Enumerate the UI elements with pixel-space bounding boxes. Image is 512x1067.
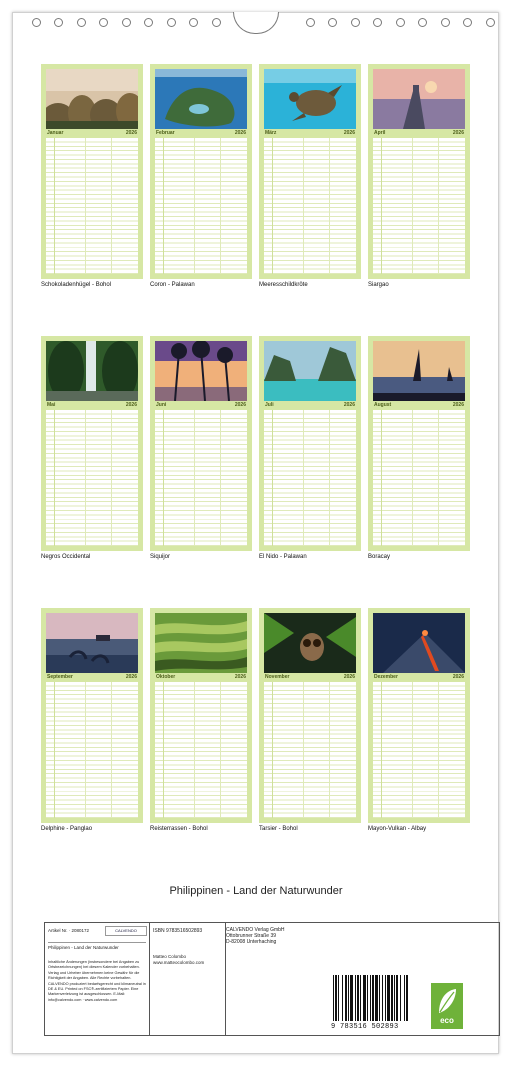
- planner-grid: [155, 138, 247, 274]
- photo-volcano: [373, 613, 465, 673]
- calendar-title: Philippinen - Land der Naturwunder: [169, 885, 343, 897]
- month-caption: Delphine - Panglao: [41, 826, 93, 832]
- planner-grid: [264, 138, 356, 274]
- month-header: [46, 130, 138, 137]
- month-card-oktober: [150, 608, 252, 823]
- binding-ring: [54, 18, 63, 27]
- month-year: 2026: [125, 402, 137, 408]
- month-photo: [155, 613, 247, 673]
- photo-waterfall: [46, 341, 138, 401]
- author-name: Matteo Colombo: [153, 954, 187, 959]
- month-photo: [155, 69, 247, 129]
- binding-ring: [99, 18, 108, 27]
- month-header: [155, 402, 247, 409]
- month-card-februar: [150, 64, 252, 279]
- publisher-city: D-82008 Unterhaching: [226, 939, 277, 945]
- month-card-april: [368, 64, 470, 279]
- info-column-isbn: [150, 923, 226, 1035]
- month-card-dezember: [368, 608, 470, 823]
- month-header: [264, 674, 356, 681]
- isbn: ISBN 9783516502893: [153, 928, 203, 934]
- month-photo: [373, 341, 465, 401]
- month-header: [155, 674, 247, 681]
- barcode-bars: [331, 975, 411, 1021]
- month-name: Februar: [156, 130, 175, 136]
- month-photo: [46, 341, 138, 401]
- binding-ring: [396, 18, 405, 27]
- month-name: August: [374, 402, 392, 408]
- month-card-november: [259, 608, 361, 823]
- month-caption: Boracay: [368, 554, 391, 560]
- legal-text: Inhaltliche Änderungen (insbesondere bei Angaben zu Ortsbezeichnungen) bei diesem Kalender vorbehalten. Verlag und Urheber übernehmen keine Gewähr für die Richtigkeit der Angaben. Alle Rechte vorbehalten. CALVENDO produziert bedarfsgerecht und klimaneutral in DE & EU. Printed on FSC®-zertifiziertem Papier. Eine Markenverletzung ist ausgeschlossen. E-Mail: info@calvendo.com · www.calvendo.com: [48, 960, 146, 1002]
- author-web: www.matteocolombo.com: [153, 959, 205, 965]
- month-name: Oktober: [156, 674, 176, 680]
- month-photo: [373, 613, 465, 673]
- photo-island: [155, 69, 247, 129]
- publisher-name: CALVENDO Verlag GmbH: [226, 927, 285, 933]
- month-name: Juni: [156, 402, 167, 408]
- month-year: 2026: [125, 130, 137, 136]
- planner-grid: [373, 682, 465, 818]
- binding-ring: [306, 18, 315, 27]
- month-name: Dezember: [374, 674, 398, 680]
- binding-ring: [373, 18, 382, 27]
- photo-turtle: [264, 69, 356, 129]
- binding-ring: [77, 18, 86, 27]
- month-card-märz: [259, 64, 361, 279]
- month-caption: Siquijor: [150, 554, 171, 560]
- photo-lagoon: [264, 341, 356, 401]
- binding-ring: [122, 18, 131, 27]
- month-photo: [46, 613, 138, 673]
- planner-grid: [373, 410, 465, 546]
- month-header: [264, 130, 356, 137]
- info-box: [44, 922, 500, 1036]
- planner-grid: [264, 410, 356, 546]
- info-subtitle: Philippinen - Land der Naturwunder: [48, 942, 146, 950]
- month-header: [155, 130, 247, 137]
- planner-grid: [373, 138, 465, 274]
- month-header: [46, 674, 138, 681]
- month-caption: El Nido - Palawan: [259, 554, 307, 560]
- month-header: [373, 674, 465, 681]
- month-year: 2026: [452, 402, 464, 408]
- month-caption: Mayon-Vulkan - Albay: [368, 826, 427, 832]
- month-card-januar: [41, 64, 143, 279]
- binding-ring: [418, 18, 427, 27]
- photo-sailboat: [373, 341, 465, 401]
- month-year: 2026: [343, 674, 355, 680]
- info-column-article: [45, 923, 150, 1035]
- planner-grid: [46, 138, 138, 274]
- month-card-september: [41, 608, 143, 823]
- eco-badge: [431, 983, 463, 1029]
- month-name: Juli: [265, 402, 274, 408]
- month-card-mai: [41, 336, 143, 551]
- planner-grid: [46, 410, 138, 546]
- month-card-august: [368, 336, 470, 551]
- eco-label: eco: [440, 1016, 454, 1025]
- month-year: 2026: [452, 130, 464, 136]
- month-caption: Negros Occidental: [41, 554, 91, 560]
- month-photo: [46, 69, 138, 129]
- month-card-juni: [150, 336, 252, 551]
- month-header: [46, 402, 138, 409]
- month-caption: Schokoladenhügel - Bohol: [41, 282, 112, 288]
- photo-terraces: [155, 613, 247, 673]
- month-photo: [264, 613, 356, 673]
- binding-ring: [463, 18, 472, 27]
- month-caption: Siargao: [368, 282, 389, 288]
- binding-ring: [189, 18, 198, 27]
- binding-ring: [167, 18, 176, 27]
- month-card-juli: [259, 336, 361, 551]
- month-caption: Meeresschildkröte: [259, 282, 308, 288]
- month-year: 2026: [234, 402, 246, 408]
- publisher-block: [226, 927, 285, 945]
- month-caption: Reisterrassen - Bohol: [150, 826, 208, 832]
- info-column-publisher: [226, 923, 326, 1035]
- photo-palms: [155, 341, 247, 401]
- binding-ring: [486, 18, 495, 27]
- binding-ring: [328, 18, 337, 27]
- month-header: [264, 402, 356, 409]
- month-name: März: [265, 130, 277, 136]
- month-year: 2026: [452, 674, 464, 680]
- month-name: Mai: [47, 402, 56, 408]
- binding-ring: [32, 18, 41, 27]
- planner-grid: [155, 410, 247, 546]
- barcode-digits: 9 783516 502893: [331, 1023, 399, 1031]
- month-name: September: [47, 674, 73, 680]
- planner-grid: [46, 682, 138, 818]
- planner-grid: [264, 682, 356, 818]
- binding-ring: [441, 18, 450, 27]
- leaf-icon: [435, 986, 459, 1016]
- month-year: 2026: [234, 674, 246, 680]
- article-number: Artikel Nr. · 2080172: [48, 928, 90, 933]
- month-photo: [373, 69, 465, 129]
- photo-tarsier: [264, 613, 356, 673]
- author-block: [153, 954, 204, 965]
- month-photo: [155, 341, 247, 401]
- planner-grid: [155, 682, 247, 818]
- month-year: 2026: [234, 130, 246, 136]
- binding-ring: [351, 18, 360, 27]
- month-header: [373, 402, 465, 409]
- month-name: November: [265, 674, 290, 680]
- month-header: [373, 130, 465, 137]
- month-year: 2026: [125, 674, 137, 680]
- month-name: Januar: [47, 130, 64, 136]
- binding-ring: [144, 18, 153, 27]
- month-caption: Coron - Palawan: [150, 282, 195, 288]
- month-year: 2026: [343, 130, 355, 136]
- photo-hills: [46, 69, 138, 129]
- month-year: 2026: [343, 402, 355, 408]
- photo-dolphins: [46, 613, 138, 673]
- binding-ring: [212, 18, 221, 27]
- month-name: April: [374, 130, 386, 136]
- month-caption: Tarsier - Bohol: [259, 826, 298, 832]
- photo-pier: [373, 69, 465, 129]
- publisher-street: Ottobrunner Straße 39: [226, 933, 277, 939]
- calvendo-logo: CALVENDO: [105, 926, 147, 936]
- month-photo: [264, 69, 356, 129]
- month-photo: [264, 341, 356, 401]
